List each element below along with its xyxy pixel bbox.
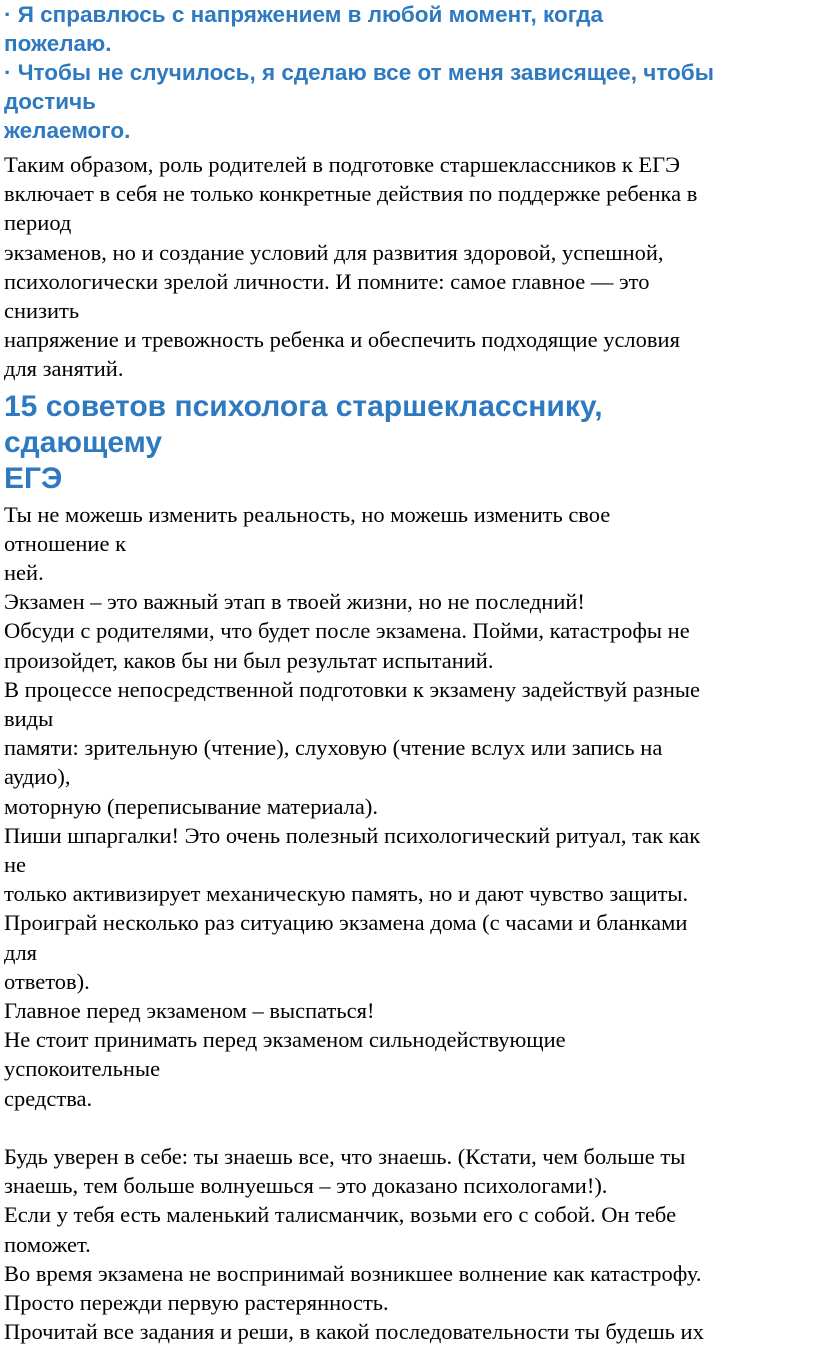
paragraph-line: снизить	[4, 298, 80, 324]
heading-line: 15 советов психолога старшекласснику,	[4, 389, 603, 423]
tip-line: успокоительные	[4, 1056, 161, 1082]
tip-line: поможет.	[4, 1231, 91, 1257]
bullet-line: желаемого.	[4, 118, 131, 143]
bullet-line: пожелаю.	[4, 31, 112, 56]
tip-line: произойдет, каков бы ни был результат испытаний.	[4, 647, 494, 673]
bullet-line: · Я справлюсь с напряжением в любой момент, когда	[4, 2, 604, 27]
paragraph-line: период	[4, 210, 72, 236]
tip-line: Пиши шпаргалки! Это очень полезный психологический ритуал, так как	[4, 822, 701, 848]
tip-line: Экзамен – это важный этап в твоей жизни, но не последний!	[4, 589, 585, 615]
paragraph-line: психологически зрелой личности. И помните: самое главное — это	[4, 268, 650, 294]
paragraph-line: экзаменов, но и создание условий для развития здоровой, успешной,	[4, 239, 664, 265]
tip-line: знаешь, тем больше волнуешься – это доказано психологами!).	[4, 1173, 608, 1199]
paragraph-line: напряжение и тревожность ребенка и обеспечить подходящие условия	[4, 327, 680, 353]
tip-line: аудио),	[4, 764, 71, 790]
tip-line: Будь уверен в себе: ты знаешь все, что знаешь. (Кстати, чем больше ты	[4, 1143, 686, 1169]
tip-line: В процессе непосредственной подготовки к экзамену задействуй разные	[4, 676, 700, 702]
tip-line: Прочитай все задания и реши, в какой последовательности ты будешь их	[4, 1319, 704, 1345]
tip-line: Обсуди с родителями, что будет после экзамена. Пойми, катастрофы не	[4, 618, 690, 644]
tip-line: ответов).	[4, 968, 90, 994]
tip-line: Не стоит принимать перед экзаменом сильнодействующие	[4, 1027, 566, 1053]
bullet-line: · Чтобы не случилось, я сделаю все от меня зависящее, чтобы	[4, 60, 714, 85]
blank-line	[4, 1113, 810, 1142]
bullet-line: достичь	[4, 89, 96, 114]
tip-line: памяти: зрительную (чтение), слуховую (чтение вслух или запись на	[4, 735, 663, 761]
tip-line: для	[4, 939, 38, 965]
tip-line: виды	[4, 706, 54, 732]
tip-line: отношение к	[4, 530, 127, 556]
tip-line: не	[4, 852, 27, 878]
tip-line: Проиграй несколько раз ситуацию экзамена дома (с часами и бланками	[4, 910, 688, 936]
paragraph-line: Таким образом, роль родителей в подготовке старшеклассников к ЕГЭ	[4, 152, 681, 177]
section-heading	[4, 389, 810, 497]
intro-bullets	[4, 0, 810, 145]
tip-line: Во время экзамена не воспринимай возникшее волнение как катастрофу.	[4, 1260, 702, 1286]
tip-line: моторную (переписывание материала).	[4, 793, 379, 819]
paragraph-line: включает в себя не только конкретные действия по поддержке ребенка в	[4, 181, 698, 207]
summary-paragraph	[4, 150, 810, 384]
tip-line: ней.	[4, 560, 44, 586]
tips-list	[4, 500, 810, 1347]
tip-line: средства.	[4, 1085, 93, 1111]
tip-line: Главное перед экзаменом – выспаться!	[4, 998, 375, 1024]
heading-line: ЕГЭ	[4, 461, 63, 495]
tip-line: Если у тебя есть маленький талисманчик, возьми его с собой. Он тебе	[4, 1202, 677, 1228]
tip-line: Просто пережди первую растерянность.	[4, 1289, 389, 1315]
heading-line: сдающему	[4, 425, 163, 459]
tip-line: только активизирует механическую память, но и дают чувство защиты.	[4, 881, 689, 907]
paragraph-line: для занятий.	[4, 356, 124, 382]
tip-line: Ты не можешь изменить реальность, но можешь изменить свое	[4, 501, 611, 527]
